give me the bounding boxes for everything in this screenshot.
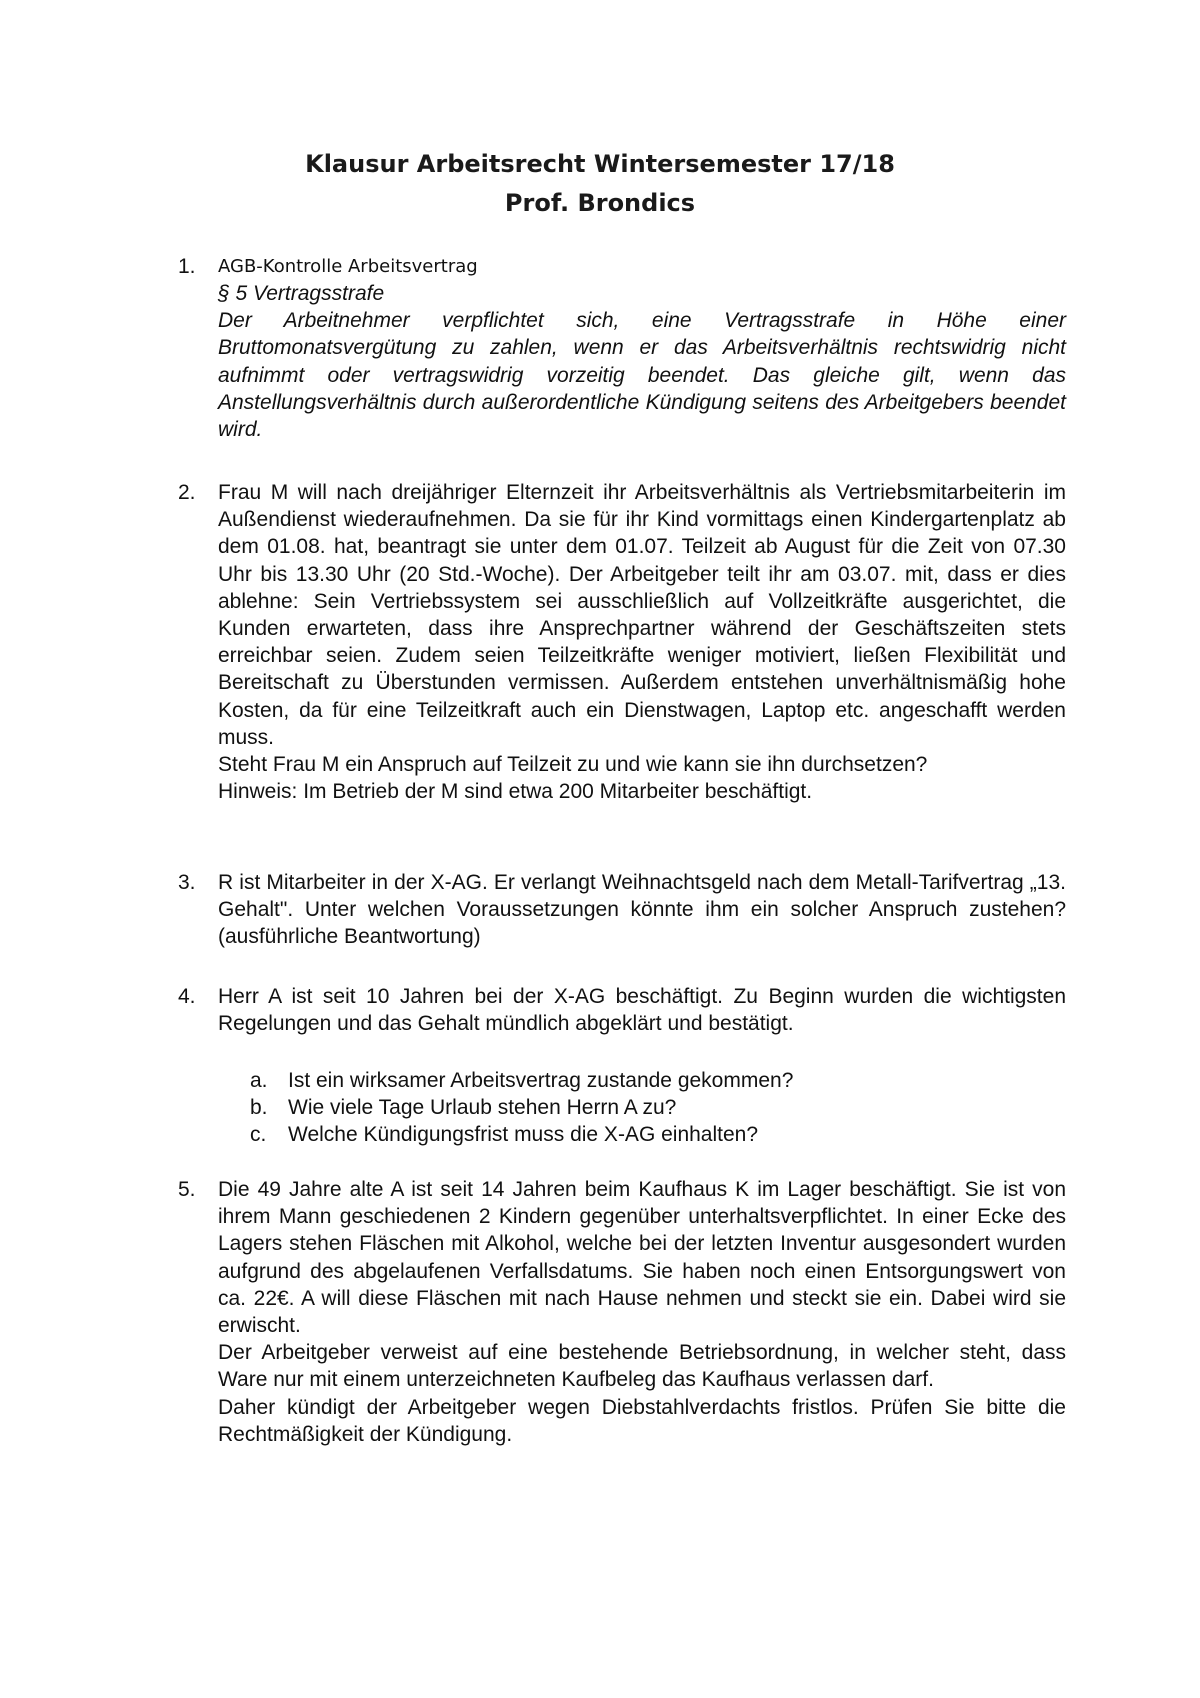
question-4-subquestions xyxy=(250,1067,1050,1149)
question-4-text: Herr A ist seit 10 Jahren bei der X-AG beschäftigt. Zu Beginn wurden die wichtigsten Regelungen und das Gehalt mündlich abgeklärt und bestätigt. xyxy=(218,985,1066,1036)
question-5-paragraph-3: Daher kündigt der Arbeitgeber wegen Diebstahlverdachts fristlos. Prüfen Sie bitte die Rechtmäßigkeit der Kündigung. xyxy=(218,1395,1066,1446)
question-2-question: Steht Frau M ein Anspruch auf Teilzeit zu und wie kann sie ihn durchsetzen? xyxy=(218,753,928,777)
subquestion-text: Wie viele Tage Urlaub stehen Herrn A zu? xyxy=(288,1096,677,1120)
question-4-number: 4. xyxy=(178,985,196,1008)
subquestion-text: Ist ein wirksamer Arbeitsvertrag zustande gekommen? xyxy=(288,1069,794,1092)
subquestion-a xyxy=(250,1067,1050,1094)
question-2-hint: Hinweis: Im Betrieb der M sind etwa 200 Mitarbeiter beschäftigt. xyxy=(218,780,813,804)
exam-title: Klausur Arbeitsrecht Wintersemester 17/18 xyxy=(305,150,895,178)
question-2 xyxy=(218,479,1066,805)
question-3-text: R ist Mitarbeiter in der X-AG. Er verlangt Weihnachtsgeld nach dem Metall-Tarifvertrag „13. Gehalt". Unter welchen Voraussetzungen könnte ihm ein solcher Anspruch zustehen? (ausführliche Beantwortung) xyxy=(218,871,1066,949)
question-1-clause-text: Der Arbeitnehmer verpflichtet sich, eine Vertragsstrafe in Höhe einer Bruttomonatsvergütung zu zahlen, wenn er das Arbeitsverhältnis rechtswidrig nicht aufnimmt oder vertragswidrig vorzeitig beendet. Das gleiche gilt, wenn das Anstellungsverhältnis durch außerordentliche Kündigung seitens des Arbeitgebers beendet wird. xyxy=(218,309,1066,442)
question-1-heading: AGB-Kontrolle Arbeitsvertrag xyxy=(218,256,478,277)
question-1-number: 1. xyxy=(178,255,196,278)
question-5-paragraph-2: Der Arbeitgeber verweist auf eine bestehende Betriebsordnung, in welcher steht, dass Ware nur mit einem unterzeichneten Kaufbeleg das Kaufhaus verlassen darf. xyxy=(218,1341,1066,1392)
subquestion-text: Welche Kündigungsfrist muss die X-AG einhalten? xyxy=(288,1123,759,1147)
question-5-number: 5. xyxy=(178,1178,196,1201)
exam-professor: Prof. Brondics xyxy=(504,189,696,217)
subquestion-letter: a. xyxy=(250,1069,268,1092)
question-4 xyxy=(218,983,1066,1037)
subquestion-c xyxy=(250,1121,1050,1148)
question-5-text: Die 49 Jahre alte A ist seit 14 Jahren beim Kaufhaus K im Lager beschäftigt. Sie ist von ihrem Mann geschiedenen 2 Kindern gegenüber unterhaltsverpflichtet. In einer Ecke des Lagers stehen Fläschen mit Alkohol, welche bei der letzten Inventur ausgesondert wurden aufgrund des abgelaufenen Verfallsdatums. Sie haben noch einen Entsorgungswert von ca. 22€. A will diese Fläschen mit nach Hause nehmen und steckt sie ein. Dabei wird sie erwischt. xyxy=(218,1178,1066,1338)
question-5 xyxy=(218,1176,1066,1448)
question-2-number: 2. xyxy=(178,481,196,504)
question-3 xyxy=(218,869,1066,951)
question-1 xyxy=(218,253,1066,443)
subquestion-letter: b. xyxy=(250,1096,268,1120)
question-2-text: Frau M will nach dreijähriger Elternzeit ihr Arbeitsverhältnis als Vertriebsmitarbeiterin im Außendienst wiederaufnehmen. Da sie für ihr Kind vormittags einen Kindergartenplatz ab dem 01.08. hat, beantragt sie unter dem 01.07. Teilzeit ab August für die Zeit von 07.30 Uhr bis 13.30 Uhr (20 Std.-Woche). Der Arbeitgeber teilt ihr am 03.07. mit, dass er dies ablehne: Sein Vertriebssystem sei ausschließlich auf Vollzeitkräfte ausgerichtet, die Kunden erwarteten, dass ihre Ansprechpartner während der Geschäftszeiten stets erreichbar seien. Zudem seien Teilzeitkräfte weniger motiviert, ließen Flexibilität und Bereitschaft zu Überstunden vermissen. Außerdem entstehen unverhältnismäßig hohe Kosten, da für eine Teilzeitkraft auch ein Dienstwagen, Laptop etc. angeschafft werden muss. xyxy=(218,481,1066,749)
question-1-clause-title: § 5 Vertragsstrafe xyxy=(218,282,385,305)
question-3-number: 3. xyxy=(178,871,196,894)
subquestion-b xyxy=(250,1094,1050,1121)
subquestion-letter: c. xyxy=(250,1123,267,1147)
